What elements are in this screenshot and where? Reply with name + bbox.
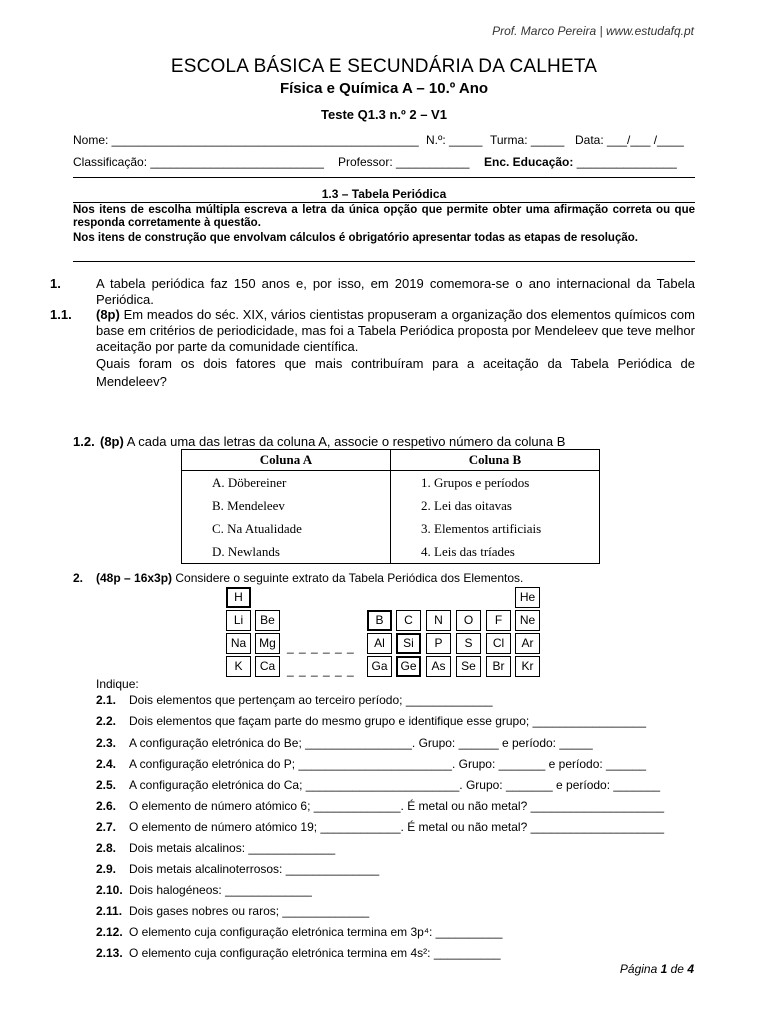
question-item: 2.11. Dois gases nobres ou raros; _____________ xyxy=(96,904,370,918)
question-item: 2.7. O elemento de número atómico 19; ____________. É metal ou não metal? ____________________ xyxy=(96,820,665,834)
test-title: Teste Q1.3 n.º 2 – V1 xyxy=(321,107,447,122)
element-cell: Cl xyxy=(486,633,511,654)
element-cell: Mg xyxy=(255,633,280,654)
question-1-1: 1.1. (8p) Em meados do séc. XIX, vários cientistas propuseram a organização dos elementos químicos com base em critérios de periodicidade, mas foi a Tabela Periódica proposta por Mendeleev que teve melhor aceitação por parte da comunidade científica. Quais foram os dois fatores que mais contribuíram para a aceitação da Tabela Periódica de Mendeleev? xyxy=(50,307,695,389)
question-item: 2.6. O elemento de número atómico 6; _____________. É metal ou não metal? ____________________ xyxy=(96,799,665,813)
element-cell: Ga xyxy=(367,656,392,677)
class-field[interactable]: Turma: _____ xyxy=(490,133,565,147)
element-cell: C xyxy=(396,610,421,631)
date-field[interactable]: Data: ___/___ /____ xyxy=(575,133,684,147)
school-name: ESCOLA BÁSICA E SECUNDÁRIA DA CALHETA xyxy=(170,56,598,77)
column-a-cell: D. Newlands xyxy=(182,540,391,564)
element-cell: O xyxy=(456,610,481,631)
element-cell: Ge xyxy=(396,656,421,677)
element-cell: Be xyxy=(255,610,280,631)
question-2: 2. (48p – 16x3p) Considere o seguinte extrato da Tabela Periódica dos Elementos. xyxy=(73,571,524,585)
number-field[interactable]: N.º: _____ xyxy=(426,133,483,147)
question-item: 2.12. O elemento cuja configuração eletrónica termina em 3p⁴: __________ xyxy=(96,925,503,939)
divider xyxy=(73,202,695,203)
element-cell: As xyxy=(426,656,451,677)
page-number: Página 1 de 4 xyxy=(619,962,694,976)
element-cell: Si xyxy=(396,633,421,654)
element-cell: H xyxy=(226,587,251,608)
element-cell: F xyxy=(486,610,511,631)
question-item: 2.13. O elemento cuja configuração eletrónica termina em 4s²: __________ xyxy=(96,946,501,960)
table-row xyxy=(182,494,600,517)
name-field[interactable]: Nome: ______________________________________________ xyxy=(73,133,419,147)
element-cell: B xyxy=(367,610,392,631)
question-1-1-prompt: Quais foram os dois fatores que mais contribuíram para a aceitação da Tabela Periódica de Mendeleev? xyxy=(96,356,695,389)
element-cell: P xyxy=(426,633,451,654)
element-cell: He xyxy=(515,587,540,608)
table-row xyxy=(182,517,600,540)
table-row xyxy=(182,471,600,495)
section-title: 1.3 – Tabela Periódica xyxy=(321,187,447,201)
element-cell: Ne xyxy=(515,610,540,631)
divider xyxy=(73,177,695,178)
column-b-cell: 3. Elementos artificiais xyxy=(391,517,600,540)
subject-title: Física e Química A – 10.º Ano xyxy=(279,80,489,97)
element-cell: K xyxy=(226,656,251,677)
question-1: 1. A tabela periódica faz 150 anos e, por isso, em 2019 comemora-se o ano internacional da Tabela Periódica. xyxy=(50,276,695,307)
guardian-field[interactable]: Enc. Educação: _______________ xyxy=(484,155,677,169)
question-item: 2.2. Dois elementos que façam parte do mesmo grupo e identifique esse grupo; _________________ xyxy=(96,714,647,728)
page-header-author: Prof. Marco Pereira | www.estudafq.pt xyxy=(492,24,694,38)
indique-label: Indique: xyxy=(96,677,139,691)
element-cell: Li xyxy=(226,610,251,631)
instructions-calculations: Nos itens de construção que envolvam cálculos é obrigatório apresentar todas as etapas de resolução. xyxy=(73,232,638,244)
element-cell: Ca xyxy=(255,656,280,677)
element-cell: S xyxy=(456,633,481,654)
element-cell: Na xyxy=(226,633,251,654)
question-item: 2.10. Dois halogéneos: _____________ xyxy=(96,883,312,897)
matching-table xyxy=(181,449,600,564)
column-b-cell: 1. Grupos e períodos xyxy=(391,471,600,495)
element-cell: Al xyxy=(367,633,392,654)
divider xyxy=(73,261,695,262)
question-item: 2.9. Dois metais alcalinoterrosos: ______________ xyxy=(96,862,380,876)
instructions-multiple-choice: Nos itens de escolha múltipla escreva a letra da única opção que permite obter uma afirmação correta ou que responda corretamente à questão. xyxy=(73,204,695,229)
question-item: 2.4. A configuração eletrónica do P; _______________________. Grupo: _______ e período: ______ xyxy=(96,757,647,771)
column-b-cell: 4. Leis das tríades xyxy=(391,540,600,564)
column-b-cell: 2. Lei das oitavas xyxy=(391,494,600,517)
question-1-2: 1.2. (8p) A cada uma das letras da coluna A, associe o respetivo número da coluna B xyxy=(73,434,566,449)
element-cell: Br xyxy=(486,656,511,677)
element-cell: Se xyxy=(456,656,481,677)
element-cell: Ar xyxy=(515,633,540,654)
column-a-cell: B. Mendeleev xyxy=(182,494,391,517)
column-b-header: Coluna B xyxy=(391,450,600,471)
question-item: 2.3. A configuração eletrónica do Be; ________________. Grupo: ______ e período: _____ xyxy=(96,736,593,750)
gap-dashes: _ _ _ _ _ _ xyxy=(287,663,355,677)
question-item: 2.8. Dois metais alcalinos: _____________ xyxy=(96,841,336,855)
column-a-header: Coluna A xyxy=(182,450,391,471)
grade-field[interactable]: Classificação: __________________________ xyxy=(73,155,324,169)
element-cell: N xyxy=(426,610,451,631)
teacher-field[interactable]: Professor: ___________ xyxy=(338,155,470,169)
question-item: 2.1. Dois elementos que pertençam ao terceiro período; _____________ xyxy=(96,693,493,707)
question-item: 2.5. A configuração eletrónica do Ca; _______________________. Grupo: _______ e período: _______ xyxy=(96,778,661,792)
table-row xyxy=(182,540,600,564)
gap-dashes: _ _ _ _ _ _ xyxy=(287,640,355,654)
column-a-cell: C. Na Atualidade xyxy=(182,517,391,540)
column-a-cell: A. Döbereiner xyxy=(182,471,391,495)
element-cell: Kr xyxy=(515,656,540,677)
